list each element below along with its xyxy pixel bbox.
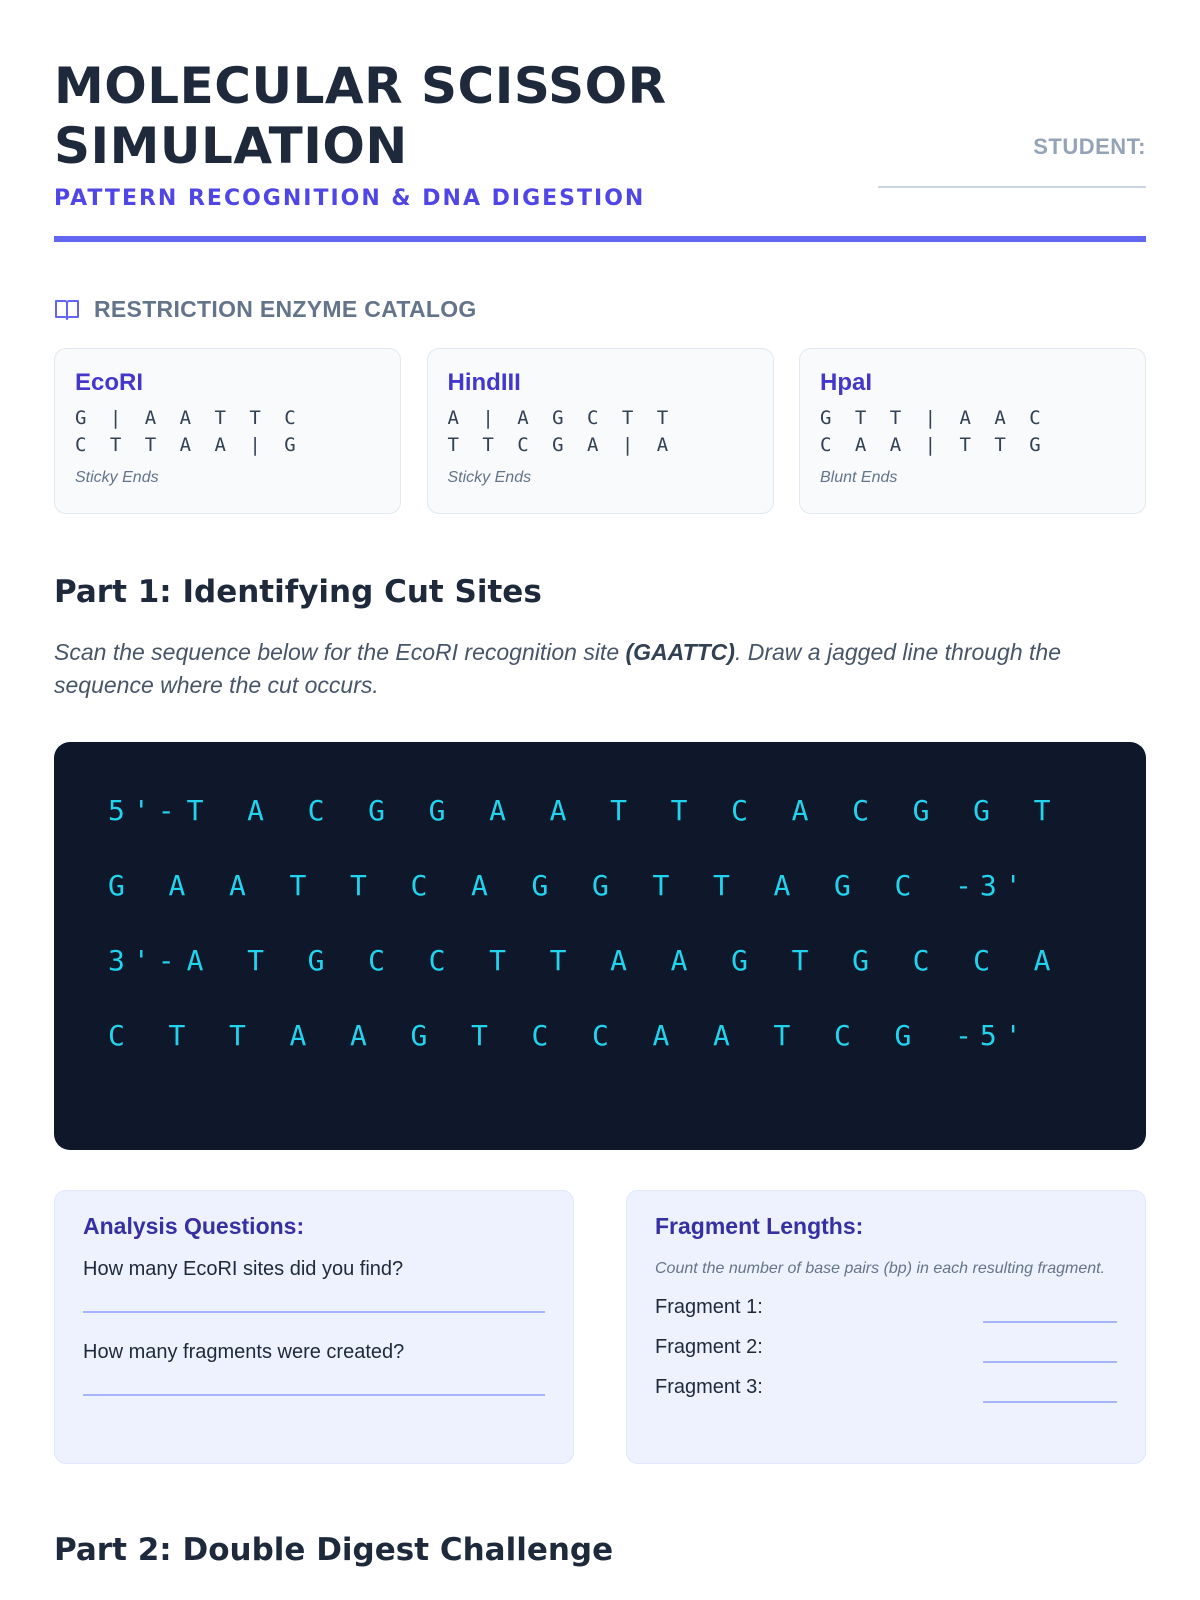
- strand-end-label: 5'-: [108, 794, 183, 827]
- fragment-row: [655, 1283, 1117, 1323]
- enzyme-end-type: Sticky Ends: [75, 469, 159, 486]
- fragment-lengths-panel: [626, 1190, 1146, 1464]
- header: [54, 0, 1146, 242]
- part1-instructions: [54, 636, 1146, 702]
- dna-base: C: [592, 1019, 609, 1052]
- dna-base: G: [108, 869, 125, 902]
- dna-base: G: [592, 869, 609, 902]
- fragment-answer-line[interactable]: [983, 1321, 1117, 1323]
- enzyme-name: EcoRI: [75, 369, 144, 396]
- instructions-text-end: . Draw a jagged line through the sequence where the cut occurs.: [54, 639, 1061, 698]
- dna-sequence-row: [108, 869, 1146, 944]
- dna-base: G: [912, 794, 930, 827]
- dna-base: T: [791, 944, 809, 977]
- analysis-questions-panel: [54, 1190, 574, 1464]
- dna-base: T: [610, 794, 627, 827]
- enzyme-top-strand: G | A A T T C: [75, 407, 302, 429]
- dna-base: G: [973, 794, 990, 827]
- dna-base: G: [731, 944, 748, 977]
- fragment-answer-line[interactable]: [983, 1361, 1117, 1363]
- dna-base: T: [471, 1019, 488, 1052]
- enzyme-top-strand: G T T | A A C: [820, 407, 1047, 429]
- student-name-line[interactable]: [878, 186, 1146, 188]
- dna-base: T: [1033, 794, 1051, 827]
- fragment-label: Fragment 1:: [655, 1296, 763, 1318]
- enzyme-card-hpai: [799, 348, 1146, 514]
- dna-base: A: [549, 794, 567, 827]
- dna-base: A: [186, 944, 204, 977]
- dna-base: C: [410, 869, 428, 902]
- page-title: MOLECULAR SCISSOR SIMULATION: [54, 57, 667, 175]
- dna-base: C: [108, 1019, 125, 1052]
- part1-title: Part 1: Identifying Cut Sites: [54, 574, 542, 610]
- dna-base: T: [247, 944, 264, 977]
- dna-base: T: [289, 869, 307, 902]
- dna-base: C: [307, 794, 325, 827]
- dna-base: G: [428, 794, 446, 827]
- student-field: [878, 134, 1146, 188]
- dna-base: T: [670, 794, 688, 827]
- dna-base: G: [894, 1019, 912, 1052]
- dna-base: T: [549, 944, 567, 977]
- dna-base: C: [834, 1019, 851, 1052]
- answer-line-fragments[interactable]: [83, 1394, 545, 1396]
- fragment-rows: [655, 1283, 1117, 1403]
- dna-base: G: [834, 869, 851, 902]
- answer-panels: [54, 1190, 1146, 1464]
- fragment-row: [655, 1363, 1117, 1403]
- enzyme-bottom-strand: T T C G A | A: [447, 434, 675, 456]
- dna-sequence-row: [108, 1019, 1146, 1094]
- dna-base: G: [531, 869, 549, 902]
- dna-base: A: [168, 869, 186, 902]
- fragment-row: [655, 1323, 1117, 1363]
- dna-base: C: [894, 869, 912, 902]
- strand-end-label: -3': [955, 869, 1030, 902]
- enzyme-card-hindiii: [427, 348, 774, 514]
- dna-base: C: [912, 944, 930, 977]
- dna-base: T: [186, 794, 204, 827]
- enzyme-recognition-site: [75, 405, 380, 459]
- enzyme-catalog: [54, 348, 1146, 514]
- enzyme-bottom-strand: C T T A A | G: [75, 434, 302, 456]
- strand-end-label: -5': [955, 1019, 1030, 1052]
- dna-base: C: [973, 944, 990, 977]
- catalog-title: RESTRICTION ENZYME CATALOG: [94, 295, 477, 322]
- dna-base: A: [489, 794, 506, 827]
- answer-line-sites[interactable]: [83, 1311, 545, 1313]
- analysis-title: Analysis Questions:: [83, 1213, 305, 1239]
- student-label: STUDENT:: [1033, 134, 1146, 159]
- page-subtitle: PATTERN RECOGNITION & DNA DIGESTION: [54, 186, 646, 211]
- dna-base: C: [852, 794, 869, 827]
- enzyme-end-type: Blunt Ends: [820, 469, 898, 486]
- fragment-answer-line[interactable]: [983, 1401, 1117, 1403]
- dna-base: C: [428, 944, 446, 977]
- enzyme-bottom-strand: C A A | T T G: [820, 434, 1047, 456]
- dna-base: T: [773, 1019, 791, 1052]
- dna-base: T: [652, 869, 670, 902]
- dna-base: A: [773, 869, 791, 902]
- dna-base: T: [489, 944, 506, 977]
- dna-base: T: [168, 1019, 186, 1052]
- enzyme-name: HindIII: [447, 369, 521, 396]
- dna-base: G: [410, 1019, 428, 1052]
- dna-base: A: [471, 869, 488, 902]
- dna-base: G: [852, 944, 869, 977]
- dna-base: A: [791, 794, 809, 827]
- enzyme-end-type: Sticky Ends: [447, 469, 532, 486]
- dna-base: A: [289, 1019, 307, 1052]
- dna-base: G: [307, 944, 325, 977]
- dna-sequence-row: [108, 794, 1146, 869]
- strand-end-label: 3'-: [108, 944, 183, 977]
- enzyme-card-ecori: [54, 348, 401, 514]
- dna-base: A: [652, 1019, 670, 1052]
- dna-base: T: [350, 869, 367, 902]
- dna-base: A: [247, 794, 264, 827]
- dna-base: C: [731, 794, 748, 827]
- dna-base: C: [368, 944, 385, 977]
- enzyme-top-strand: A | A G C T T: [447, 407, 675, 429]
- enzyme-recognition-site: [448, 405, 753, 459]
- dna-base: A: [610, 944, 627, 977]
- dna-base: T: [229, 1019, 246, 1052]
- question-sites: How many EcoRI sites did you find?: [83, 1258, 404, 1280]
- enzyme-recognition-site: [820, 405, 1125, 459]
- catalog-heading: [54, 294, 1146, 324]
- book-icon: [54, 297, 80, 321]
- fragment-title: Fragment Lengths:: [655, 1213, 864, 1239]
- question-fragments: How many fragments were created?: [83, 1341, 405, 1363]
- recognition-site-highlight: (GAATTC): [625, 639, 735, 665]
- part2-title: Part 2: Double Digest Challenge: [54, 1532, 614, 1568]
- dna-base: A: [350, 1019, 367, 1052]
- dna-sequence-row: [108, 944, 1146, 1019]
- dna-base: A: [1033, 944, 1051, 977]
- instructions-text: Scan the sequence below for the EcoRI recognition site: [54, 639, 626, 665]
- enzyme-name: HpaI: [820, 369, 873, 396]
- dna-sequence-panel[interactable]: [54, 742, 1146, 1150]
- fragment-note: Count the number of base pairs (bp) in each resulting fragment.: [655, 1260, 1106, 1277]
- fragment-label: Fragment 3:: [655, 1376, 763, 1398]
- dna-base: A: [229, 869, 246, 902]
- dna-base: T: [713, 869, 730, 902]
- dna-base: A: [713, 1019, 730, 1052]
- dna-base: C: [531, 1019, 549, 1052]
- dna-base: A: [670, 944, 688, 977]
- fragment-label: Fragment 2:: [655, 1336, 763, 1358]
- dna-base: G: [368, 794, 385, 827]
